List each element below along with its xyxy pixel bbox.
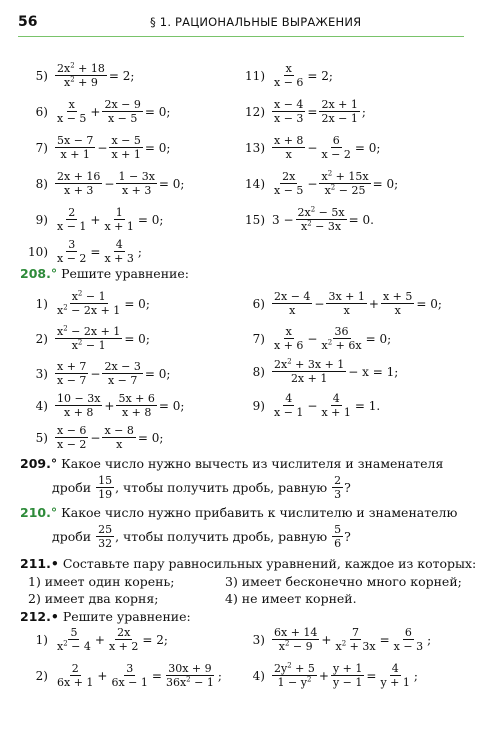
eq-207-14: 14) 2x x − 5 − $\frac{x^2 + 15x}{x^2 - 25}$ = 0; bbox=[245, 169, 399, 197]
eq-207-6: 6) x x − 5 + $\frac{2x - 9}{x - 5}$ = 0; bbox=[35, 98, 171, 125]
eq-207-10: 10) $\frac{3}{x - 2}$ = $\frac{4}{x + 3}$ ; bbox=[28, 238, 142, 265]
eq-208-6: 6) 2x − 4 x − $\frac{3x + 1}{x}$ + $\frac{x + 5}{x}$ = 0; bbox=[252, 290, 442, 317]
task-210-line2: дроби 25 32 , чтобы получить дробь, равную 5 6 ? bbox=[52, 523, 351, 550]
page-header bbox=[0, 0, 482, 40]
eq-208-3: 3) x + 7 x − 7 − $\frac{2x - 3}{x - 7}$ = 0; bbox=[35, 360, 171, 387]
task-211-item-2: 2) имеет два корня; bbox=[28, 591, 159, 606]
eq-207-12: 12) $\frac{x - 4}{x - 3}$ = $\frac{2x + 1}{2x - 1}$ ; bbox=[245, 98, 366, 125]
task-212-heading: 212.• Решите уравнение: bbox=[20, 609, 191, 624]
task-209-line1: 209.° Какое число нужно вычесть из числителя и знаменателя bbox=[20, 456, 444, 471]
eq-208-1: 1) $\frac{x^2 - 1}{x^2 - 2x + 1}$ = 0; bbox=[35, 289, 150, 317]
eq-207-15: 15) 3 − $\frac{2x^2 - 5x}{x^2 - 3x}$ = 0. bbox=[245, 205, 374, 233]
task-210-line1: 210.° Какое число нужно прибавить к числителю и знаменателю bbox=[20, 505, 458, 520]
eq-208-8: 8) $2x^2 + 3x + 1$ 2x + 1 − x = 1; bbox=[252, 357, 399, 385]
eq-208-5: 5) x − 6 x − 2 − $\frac{x - 8}{x}$ = 0; bbox=[35, 424, 164, 451]
task-209-line2: дроби 15 19 , чтобы получить дробь, равную 2 3 ? bbox=[52, 474, 351, 501]
eq-207-11: 11) $\frac{x}{x - 6}$ = 2; bbox=[245, 62, 333, 89]
page-number: 56 bbox=[18, 14, 38, 30]
task-211-item-1: 1) имеет один корень; bbox=[28, 574, 175, 589]
eq-208-2: 2) $\frac{x^2 - 2x + 1}{x^2 - 1}$ = 0; bbox=[35, 324, 150, 352]
task-211-item-4: 4) не имеет корней. bbox=[225, 591, 357, 606]
eq-207-5: 5) $\frac{2x^2 + 18}{x^2 + 9}$ = 2; bbox=[35, 61, 135, 89]
eq-208-7: 7) x x + 6 − $\frac{36}{x^2 + 6x}$ = 0; bbox=[252, 325, 392, 352]
task-211-item-3: 3) имеет бесконечно много корней; bbox=[225, 574, 462, 589]
section-title: § 1. РАЦИОНАЛЬНЫЕ ВЫРАЖЕНИЯ bbox=[150, 15, 362, 29]
eq-207-8: 8) 2x + 16 x + 3 − $\frac{1 - 3x}{x + 3}$ = 0; bbox=[35, 170, 185, 197]
task-211-heading: 211.• Составьте пару равносильных уравнений, каждое из которых: bbox=[20, 556, 477, 571]
eq-212-1: 1) 5 $x^2 - 4$ + $\frac{2x}{x + 2}$ = 2; bbox=[35, 626, 168, 653]
header-rule bbox=[18, 36, 464, 37]
eq-207-9: 9) 2 x − 1 + $\frac{1}{x + 1}$ = 0; bbox=[35, 206, 164, 233]
eq-208-4: 4) 10 − 3x x + 8 + $\frac{5x + 6}{x + 8}$ = 0; bbox=[35, 392, 185, 419]
task-208-heading: 208.° Решите уравнение: bbox=[20, 266, 189, 281]
eq-208-9: 9) 4 x − 1 − $\frac{4}{x + 1}$ = 1. bbox=[252, 392, 381, 419]
eq-212-3: 3) 6x + 14 $x^2 - 9$ + $\frac{7}{x^2 + 3x}$ = $\frac{6}{x - 3}$ ; bbox=[252, 626, 432, 653]
eq-207-13: 13) x + 8 x − $\frac{6}{x - 2}$ = 0; bbox=[245, 134, 381, 161]
eq-207-7: 7) 5x − 7 x + 1 − $\frac{x - 5}{x + 1}$ = 0; bbox=[35, 134, 171, 161]
eq-212-2: 2) 2 6x + 1 + $\frac{3}{6x - 1}$ = $\frac{30x + 9}{36x^2 - 1}$ ; bbox=[35, 662, 222, 689]
eq-212-4: 4) $2y^2 + 5$ $1 - y^2$ + $\frac{y + 1}{y - 1}$ = $\frac{4}{y + 1}$ ; bbox=[252, 661, 418, 689]
